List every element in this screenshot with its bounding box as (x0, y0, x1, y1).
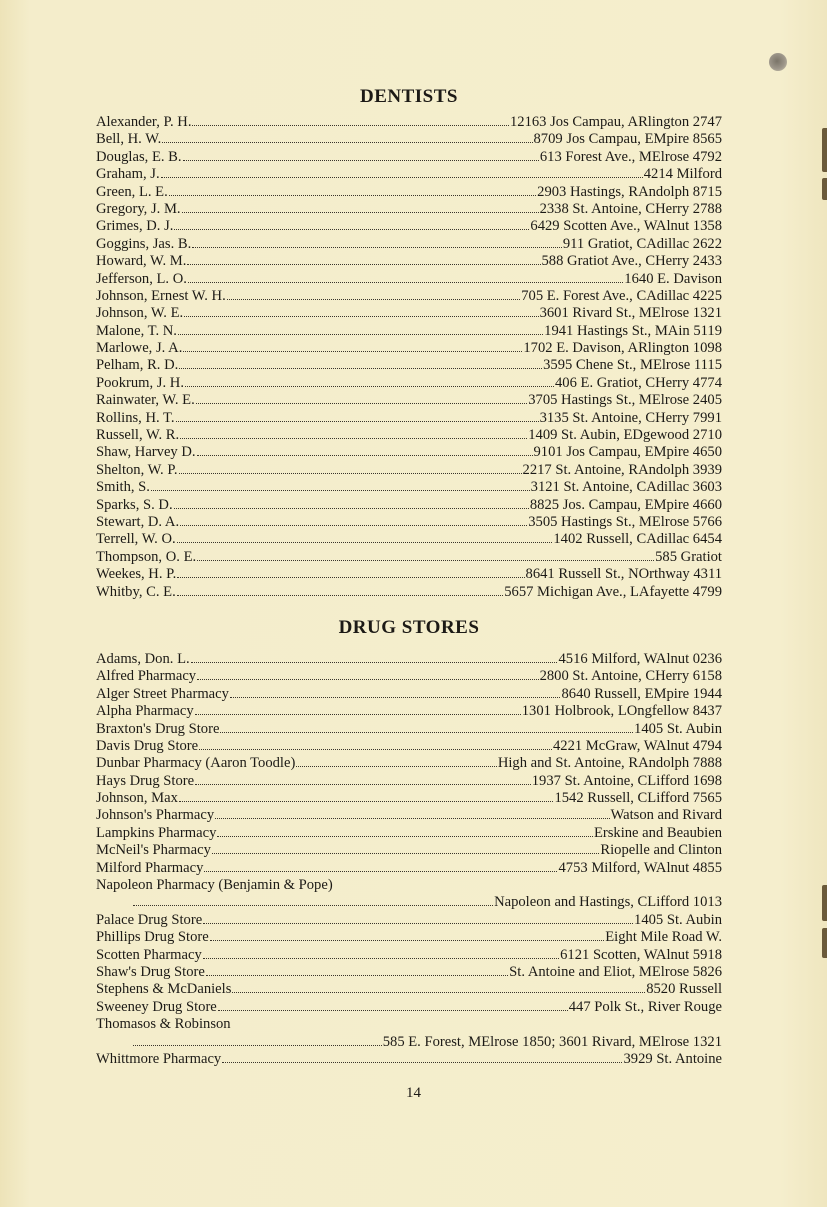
entry-address: Erskine and Beaubien (593, 824, 722, 841)
entry-address: 5657 Michigan Ave., LAfayette 4799 (504, 583, 722, 600)
entry-name: Whitby, C. E. (96, 583, 176, 600)
list-item (96, 1016, 722, 1033)
entry-address: Eight Mile Road W. (605, 929, 722, 946)
list-item (96, 531, 722, 548)
entry-address: 1542 Russell, CLifford 7565 (554, 790, 722, 807)
list-item (96, 981, 722, 998)
dot-leader (183, 160, 539, 161)
entry-name: Sparks, S. D. (96, 496, 173, 513)
entry-name: Pelham, R. D. (96, 357, 179, 374)
entry-address: 1405 St. Aubin (634, 911, 722, 928)
entry-address: 585 E. Forest, MElrose 1850; 3601 Rivard, MElrose 1321 (382, 1033, 722, 1050)
dot-leader (169, 195, 536, 196)
page-edge-tab (822, 178, 827, 200)
entry-address: 613 Forest Ave., MElrose 4792 (539, 148, 722, 165)
dot-leader (218, 1010, 568, 1011)
entry-address: 588 Gratiot Ave., CHerry 2433 (541, 253, 722, 270)
entry-address: 3135 St. Antoine, CHerry 7991 (539, 409, 722, 426)
entry-name: Johnson, Ernest W. H. (96, 287, 226, 304)
list-item (96, 340, 722, 357)
dentists-list (96, 114, 722, 601)
entry-name: Braxton's Drug Store (96, 720, 220, 737)
entry-address: 1405 St. Aubin (634, 720, 722, 737)
entry-address: 1409 St. Aubin, EDgewood 2710 (528, 427, 722, 444)
entry-address: Riopelle and Clinton (600, 842, 722, 859)
entry-address: 406 E. Gratiot, CHerry 4774 (555, 374, 722, 391)
entry-name: Malone, T. N. (96, 322, 177, 339)
entry-address: 3121 St. Antoine, CAdillac 3603 (530, 479, 722, 496)
dot-leader (296, 766, 497, 767)
list-item (96, 514, 722, 531)
dot-leader (192, 125, 508, 126)
page-number: 14 (406, 1085, 421, 1101)
entry-address: 6429 Scotten Ave., WAlnut 1358 (530, 218, 722, 235)
dot-leader (182, 212, 539, 213)
page-content (96, 84, 722, 1068)
entry-address: 8520 Russell (646, 981, 722, 998)
entry-name: Thompson, O. E. (96, 548, 197, 565)
entry-name: Alger Street Pharmacy (96, 685, 229, 702)
entry-address: 2800 St. Antoine, CHerry 6158 (539, 668, 722, 685)
list-item (96, 444, 722, 461)
dot-leader (222, 1062, 622, 1063)
dot-leader (188, 282, 623, 283)
entry-address: 3505 Hastings St., MElrose 5766 (528, 513, 722, 530)
entry-address: 911 Gratiot, CAdillac 2622 (562, 235, 722, 252)
entry-name: Green, L. E. (96, 183, 168, 200)
dot-leader (212, 853, 600, 854)
list-item (96, 738, 722, 755)
dot-leader (210, 940, 605, 941)
entry-name: Howard, W. M. (96, 253, 187, 270)
list-item (96, 271, 722, 288)
entry-name: Shaw, Harvey D. (96, 444, 196, 461)
dot-leader (206, 975, 508, 976)
entry-name: Pookrum, J. H. (96, 374, 184, 391)
list-item (96, 651, 722, 668)
entry-name: Russell, W. R. (96, 427, 180, 444)
page-edge-tab (822, 928, 827, 958)
list-item (96, 549, 722, 566)
dot-leader (151, 490, 530, 491)
entry-name: Lampkins Pharmacy (96, 824, 217, 841)
dot-leader (185, 386, 554, 387)
dot-leader (203, 923, 633, 924)
entry-name: Douglas, E. B. (96, 148, 182, 165)
entry-address: 1941 Hastings St., MAin 5119 (544, 322, 722, 339)
entry-address: 8641 Russell St., NOrthway 4311 (525, 566, 722, 583)
dot-leader (180, 525, 527, 526)
list-item (96, 790, 722, 807)
entry-name: Jefferson, L. O. (96, 270, 187, 287)
entry-address: 705 E. Forest Ave., CAdillac 4225 (521, 287, 722, 304)
entry-address: 2217 St. Antoine, RAndolph 3939 (522, 461, 722, 478)
entry-address: High and St. Antoine, RAndolph 7888 (497, 755, 722, 772)
entry-name: Alexander, P. H. (96, 114, 192, 130)
list-item (96, 721, 722, 738)
dot-leader (177, 542, 553, 543)
entry-name: Stewart, D. A. (96, 513, 180, 530)
entry-name: Adams, Don. L. (96, 650, 190, 667)
entry-address: 1702 E. Davison, ARlington 1098 (523, 340, 722, 357)
entry-address: 3705 Hastings St., MElrose 2405 (528, 392, 722, 409)
entry-address: 4516 Milford, WAlnut 0236 (558, 650, 722, 667)
entry-name: Thomasos & Robinson (96, 1016, 231, 1033)
list-item (96, 1051, 722, 1068)
list-item (96, 584, 722, 601)
list-item (96, 566, 722, 583)
dot-leader (192, 247, 562, 248)
list-item (96, 131, 722, 148)
entry-name: Napoleon Pharmacy (Benjamin & Pope) (96, 877, 333, 894)
entry-address: 4214 Milford (643, 166, 722, 183)
list-item (96, 149, 722, 166)
entry-name: Johnson, Max (96, 790, 178, 807)
page-edge-tab (822, 885, 827, 921)
entry-name: Sweeney Drug Store (96, 998, 217, 1015)
entry-name: Hays Drug Store (96, 772, 195, 789)
dot-leader (230, 697, 561, 698)
entry-name: Shelton, W. P. (96, 461, 178, 478)
list-item (96, 375, 722, 392)
dot-leader (177, 595, 504, 596)
list-item (96, 357, 722, 374)
entry-address: 585 Gratiot (655, 548, 722, 565)
entry-address: 4221 McGraw, WAlnut 4794 (552, 737, 722, 754)
entry-name: Scotten Pharmacy (96, 946, 202, 963)
entry-name: McNeil's Pharmacy (96, 842, 211, 859)
dot-leader (179, 368, 542, 369)
list-item (96, 392, 722, 409)
dot-leader (197, 455, 533, 456)
dot-leader (232, 992, 645, 993)
dot-leader (184, 316, 538, 317)
entry-name: Davis Drug Store (96, 737, 199, 754)
entry-name: Alfred Pharmacy (96, 668, 197, 685)
list-item (96, 860, 722, 877)
dot-leader (179, 801, 554, 802)
list-item (96, 1034, 722, 1051)
entry-address: 8640 Russell, EMpire 1944 (561, 685, 722, 702)
entry-name: Phillips Drug Store (96, 929, 209, 946)
dot-leader (203, 958, 559, 959)
entry-name: Shaw's Drug Store (96, 963, 205, 980)
entry-name: Rollins, H. T. (96, 409, 175, 426)
dot-leader (162, 142, 532, 143)
entry-name: Milford Pharmacy (96, 859, 204, 876)
list-item (96, 999, 722, 1016)
entry-address: 2338 St. Antoine, CHerry 2788 (539, 200, 722, 217)
dot-leader (133, 1045, 382, 1046)
list-item (96, 773, 722, 790)
entry-name: Grimes, D. J. (96, 218, 174, 235)
entry-address: 3929 St. Antoine (623, 1050, 722, 1067)
entry-name: Marlowe, J. A. (96, 340, 183, 357)
entry-address: Watson and Rivard (610, 807, 722, 824)
list-item (96, 427, 722, 444)
entry-address: 2903 Hastings, RAndolph 8715 (537, 183, 722, 200)
list-item (96, 253, 722, 270)
list-item (96, 114, 722, 131)
dot-leader (174, 508, 529, 509)
binder-hole (769, 53, 787, 71)
entry-name: Graham, J. (96, 166, 160, 183)
list-item (96, 410, 722, 427)
entry-address: 1301 Holbrook, LOngfellow 8437 (521, 703, 722, 720)
list-item (96, 877, 722, 894)
entry-name: Alpha Pharmacy (96, 703, 194, 720)
entry-name: Stephens & McDaniels (96, 981, 232, 998)
list-item (96, 497, 722, 514)
entry-address: 1640 E. Davison (624, 270, 722, 287)
list-item (96, 703, 722, 720)
list-item (96, 184, 722, 201)
entry-address: Napoleon and Hastings, CLifford 1013 (494, 894, 722, 911)
entry-address: 12163 Jos Campau, ARlington 2747 (509, 114, 722, 130)
dot-leader (191, 662, 558, 663)
dot-leader (220, 732, 633, 733)
dot-leader (215, 818, 609, 819)
entry-name: Bell, H. W. (96, 131, 162, 148)
entry-name: Gregory, J. M. (96, 200, 181, 217)
list-item (96, 964, 722, 981)
dot-leader (195, 714, 521, 715)
dot-leader (195, 784, 531, 785)
entry-name: Whittmore Pharmacy (96, 1050, 222, 1067)
list-item (96, 668, 722, 685)
list-item (96, 323, 722, 340)
entry-name: Smith, S. (96, 479, 150, 496)
entry-name: Goggins, Jas. B. (96, 235, 192, 252)
list-item (96, 894, 722, 911)
dot-leader (178, 334, 543, 335)
dot-leader (196, 403, 528, 404)
page-edge-tab (822, 128, 827, 172)
dot-leader (174, 229, 529, 230)
entry-address: 1402 Russell, CAdillac 6454 (553, 531, 722, 548)
entry-address: 447 Polk St., River Rouge (568, 998, 722, 1015)
dentists-heading: DENTISTS (360, 86, 458, 107)
list-item (96, 236, 722, 253)
list-item (96, 947, 722, 964)
list-item (96, 929, 722, 946)
entry-name: Rainwater, W. E. (96, 392, 195, 409)
list-item (96, 462, 722, 479)
entry-name: Johnson's Pharmacy (96, 807, 215, 824)
list-item (96, 807, 722, 824)
dot-leader (197, 560, 654, 561)
entry-name: Terrell, W. O. (96, 531, 176, 548)
list-item (96, 686, 722, 703)
drug-stores-heading: DRUG STORES (338, 616, 480, 638)
entry-address: 3601 Rivard St., MElrose 1321 (539, 305, 722, 322)
dot-leader (187, 264, 540, 265)
dot-leader (176, 421, 539, 422)
list-item (96, 825, 722, 842)
entry-address: 8709 Jos Campau, EMpire 8565 (533, 131, 722, 148)
list-item (96, 479, 722, 496)
dot-leader (161, 177, 643, 178)
entry-name: Weekes, H. P. (96, 566, 177, 583)
entry-address: 1937 St. Antoine, CLifford 1698 (531, 772, 722, 789)
entry-name: Palace Drug Store (96, 911, 203, 928)
entry-name: Dunbar Pharmacy (Aaron Toodle) (96, 755, 296, 772)
entry-address: 8825 Jos. Campau, EMpire 4660 (529, 496, 722, 513)
dot-leader (133, 905, 493, 906)
list-item (96, 218, 722, 235)
dot-leader (180, 438, 527, 439)
list-item (96, 288, 722, 305)
entry-address: 3595 Chene St., MElrose 1115 (543, 357, 722, 374)
entry-name: Johnson, W. E. (96, 305, 184, 322)
dot-leader (199, 749, 552, 750)
list-item (96, 166, 722, 183)
dot-leader (217, 836, 593, 837)
list-item (96, 912, 722, 929)
dot-leader (197, 679, 538, 680)
drug-stores-list (96, 651, 722, 1068)
entry-address: St. Antoine and Eliot, MElrose 5826 (509, 963, 722, 980)
dot-leader (183, 351, 522, 352)
list-item (96, 201, 722, 218)
dot-leader (204, 871, 557, 872)
entry-address: 6121 Scotten, WAlnut 5918 (560, 946, 722, 963)
list-item (96, 305, 722, 322)
dot-leader (179, 473, 522, 474)
list-item (96, 755, 722, 772)
dot-leader (177, 577, 524, 578)
entry-address: 4753 Milford, WAlnut 4855 (558, 859, 722, 876)
entry-address: 9101 Jos Campau, EMpire 4650 (533, 444, 722, 461)
list-item (96, 842, 722, 859)
dot-leader (227, 299, 520, 300)
